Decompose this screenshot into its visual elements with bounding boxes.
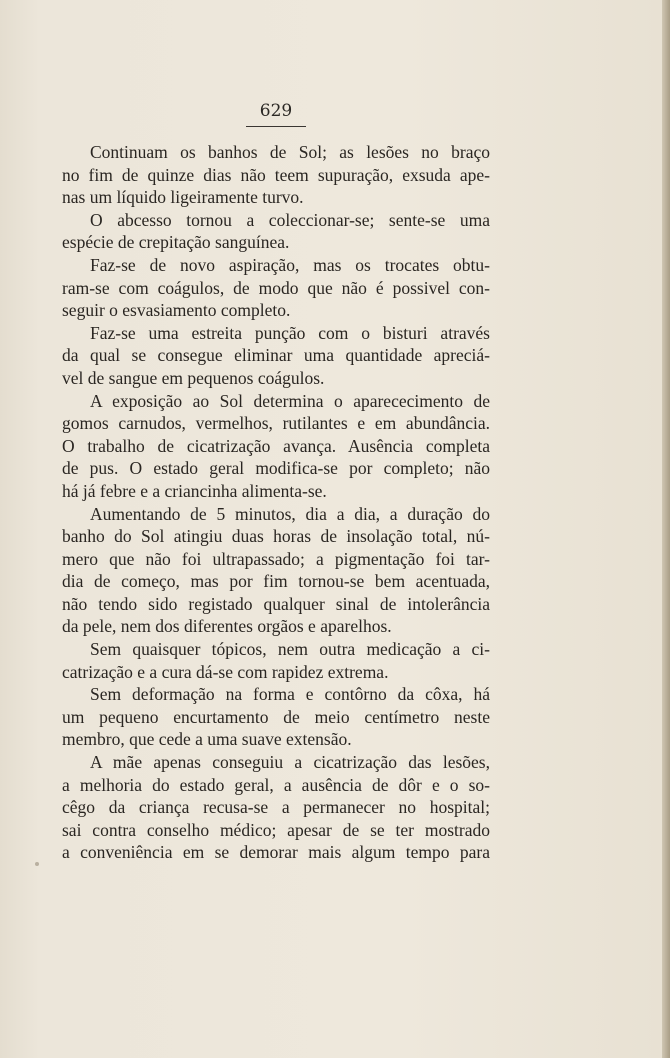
text-line: vel de sangue em pequenos coágulos. xyxy=(62,367,325,388)
page-number-rule xyxy=(246,126,306,127)
text-line: da qual se consegue eliminar uma quantidade apreciá- xyxy=(62,345,490,366)
text-line: da pele, nem dos diferentes orgãos e aparelhos. xyxy=(62,616,392,637)
text-line: Sem deformação na forma e contôrno da côxa, há xyxy=(90,684,490,705)
paragraph xyxy=(62,209,490,254)
text-line: sai contra conselho médico; apesar de se ter mostrado xyxy=(62,819,490,840)
text-line: membro, que cede a uma suave extensão. xyxy=(62,729,352,750)
text-line: banho do Sol atingiu duas horas de insolação total, nú- xyxy=(62,526,490,547)
text-line: cêgo da criança recusa-se a permanecer no hospital; xyxy=(62,797,490,818)
paragraph xyxy=(62,638,490,683)
paper-speck xyxy=(35,862,39,866)
text-line: um pequeno encurtamento de meio centímetro neste xyxy=(62,706,490,727)
body-text xyxy=(62,141,490,864)
text-line: A mãe apenas conseguiu a cicatrização das lesões, xyxy=(90,752,490,773)
text-line: Faz-se uma estreita punção com o bisturi através xyxy=(90,322,490,343)
paragraph xyxy=(62,503,490,639)
paragraph xyxy=(62,254,490,322)
page-number: 629 xyxy=(259,101,293,121)
text-line: a melhoria do estado geral, a ausência de dôr e o so- xyxy=(62,774,490,795)
paragraph xyxy=(62,751,490,864)
text-line: A exposição ao Sol determina o aparececimento de xyxy=(90,390,490,411)
text-line: dia de começo, mas por fim tornou-se bem acentuada, xyxy=(62,571,490,592)
paragraph xyxy=(62,390,490,503)
paragraph xyxy=(62,141,490,209)
text-line: O abcesso tornou a coleccionar-se; sente-se uma xyxy=(90,209,490,230)
text-line: Sem quaisquer tópicos, nem outra medicação a ci- xyxy=(90,639,490,660)
text-line: espécie de crepitação sanguínea. xyxy=(62,232,290,253)
paragraph xyxy=(62,322,490,390)
text-line: seguir o esvasiamento completo. xyxy=(62,300,291,321)
text-line: Continuam os banhos de Sol; as lesões no braço xyxy=(90,142,490,162)
text-line: O trabalho de cicatrização avança. Ausência completa xyxy=(62,435,490,456)
paragraph xyxy=(62,683,490,751)
text-line: de pus. O estado geral modifica-se por completo; não xyxy=(62,458,490,479)
text-line: mero que não foi ultrapassado; a pigmentação foi tar- xyxy=(62,548,490,569)
text-line: ram-se com coágulos, de modo que não é possivel con- xyxy=(62,277,490,298)
text-line: catrização e a cura dá-se com rapidez extrema. xyxy=(62,661,389,682)
text-line: a conveniência em se demorar mais algum tempo para xyxy=(62,842,490,863)
text-line: nas um líquido ligeiramente turvo. xyxy=(62,187,304,208)
text-line: não tendo sido registado qualquer sinal de intolerância xyxy=(62,593,490,614)
text-line: há já febre e a criancinha alimenta-se. xyxy=(62,480,327,501)
text-line: Faz-se de novo aspiração, mas os trocates obtu- xyxy=(90,254,490,275)
text-line: no fim de quinze dias não teem supuração, exsuda ape- xyxy=(62,164,490,185)
text-line: Aumentando de 5 minutos, dia a dia, a duração do xyxy=(90,503,490,524)
page-edge xyxy=(662,0,670,1058)
text-line: gomos carnudos, vermelhos, rutilantes e em abundância. xyxy=(62,413,490,434)
